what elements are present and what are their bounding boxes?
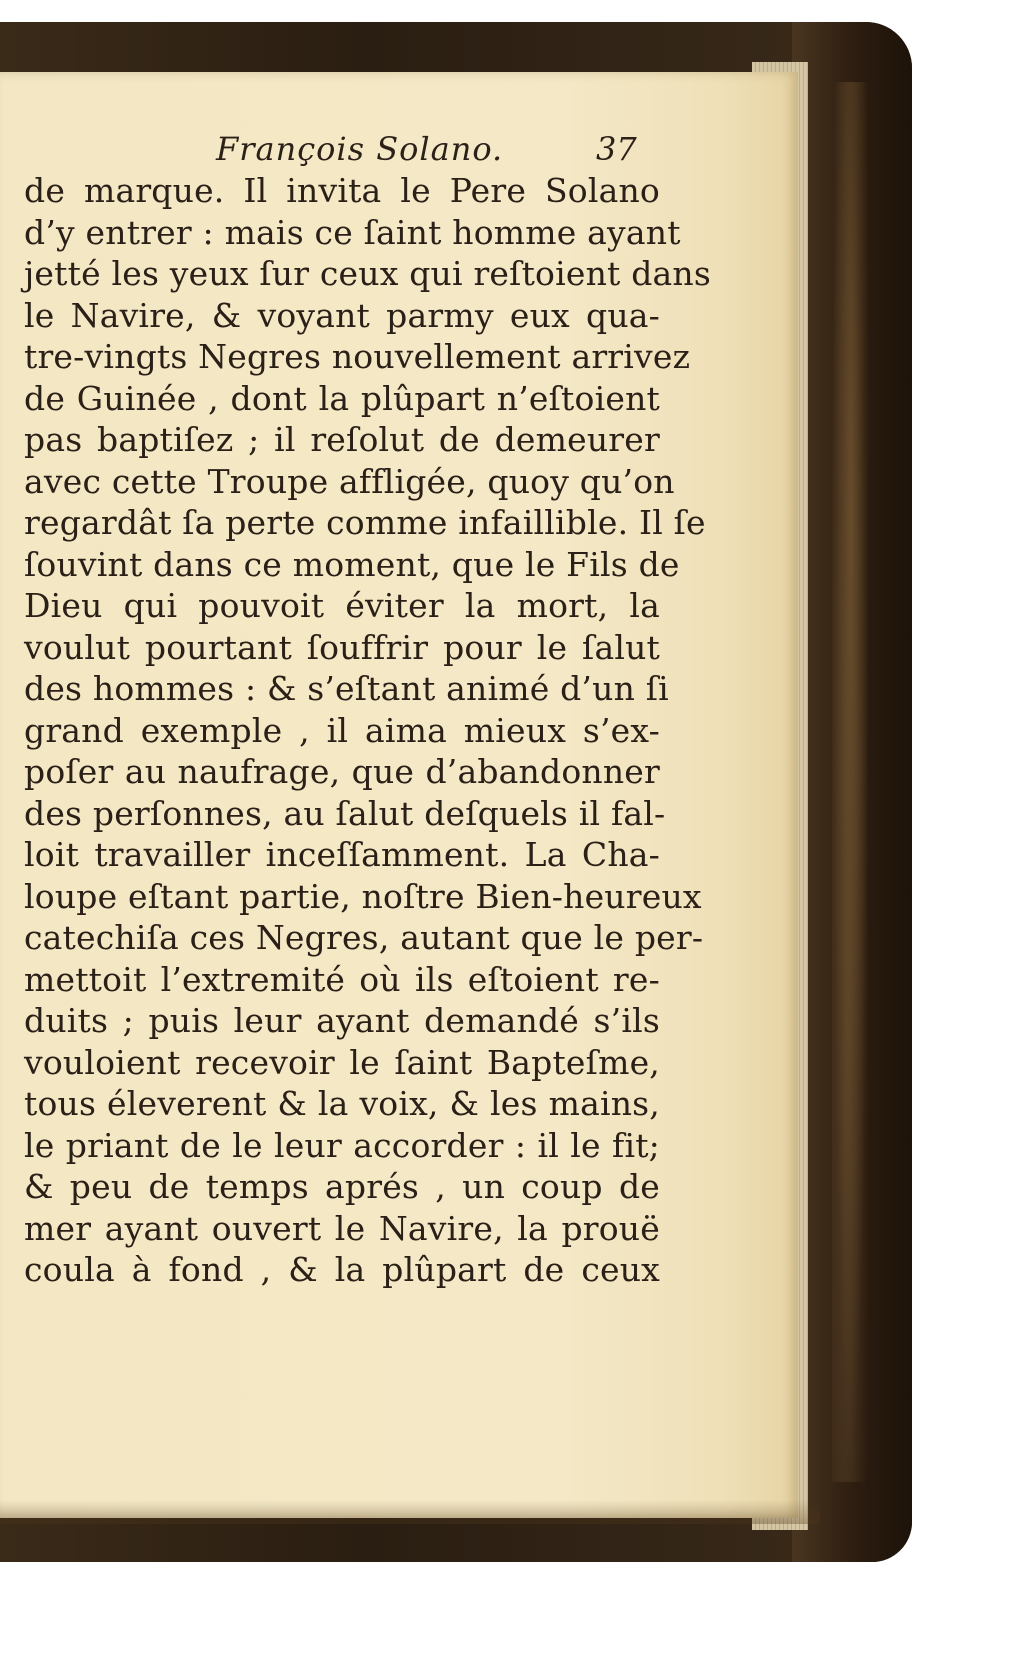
- text-line: le priant de le leur accorder : il le fit;: [24, 1125, 660, 1165]
- text-line: des perſonnes, au ſalut deſquels il fal-: [24, 793, 666, 833]
- text-line: duits ; puis leur ayant demandé s’ils: [24, 1001, 660, 1040]
- text-line: des hommes : & s’eſtant animé d’un ſi: [24, 669, 669, 708]
- text-line: voulut pourtant ſouffrir pour le ſalut: [24, 627, 660, 667]
- text-line: ſouvint dans ce moment, que le Fils de: [24, 544, 680, 584]
- text-line: le Navire, & voyant parmy eux qua-: [24, 295, 660, 335]
- binding-edge: [792, 22, 912, 1562]
- page-number: 37: [596, 130, 637, 168]
- text-line: pas baptiſez ; il reſolut de demeurer: [24, 420, 660, 459]
- text-line: mettoit l’extremité où ils eſtoient re-: [24, 959, 660, 999]
- text-line: coula à fond , & la plûpart de ceux: [24, 1250, 660, 1289]
- text-line: loit travailler inceſſamment. La Cha-: [24, 835, 660, 874]
- text-line: de marque. Il invita le Pere Solano: [24, 171, 660, 210]
- text-line: tre-vingts Negres nouvellement arrivez: [24, 337, 691, 376]
- text-line: regardât ſa perte comme infaillible. Il ſe: [24, 503, 706, 542]
- text-line: vouloient recevoir le ſaint Bapteſme,: [24, 1042, 660, 1082]
- body-text: [24, 170, 711, 1291]
- text-line: jetté les yeux ſur ceux qui reſtoient dans: [24, 254, 711, 293]
- text-line: loupe eſtant partie, noſtre Bien-heureux: [24, 876, 702, 916]
- text-line: grand exemple , il aima mieux s’ex-: [24, 710, 660, 750]
- text-line: de Guinée , dont la plûpart n’eſtoient: [24, 378, 660, 418]
- text-line: mer ayant ouvert le Navire, la prouë: [24, 1208, 660, 1248]
- text-line: avec cette Troupe affligée, quoy qu’on: [24, 461, 675, 501]
- page-bottom-shadow: [0, 1500, 820, 1524]
- text-line: & peu de temps aprés , un coup de: [24, 1167, 660, 1206]
- text-line: Dieu qui pouvoit éviter la mort, la: [24, 586, 660, 625]
- running-head: François Solano.: [216, 130, 504, 168]
- text-line: catechiſa ces Negres, autant que le per-: [24, 918, 704, 957]
- text-line: d’y entrer : mais ce ſaint homme ayant: [24, 212, 681, 252]
- text-line: tous éleverent & la voix, & les mains,: [24, 1084, 660, 1123]
- text-line: poſer au naufrage, que d’abandonner: [24, 752, 660, 791]
